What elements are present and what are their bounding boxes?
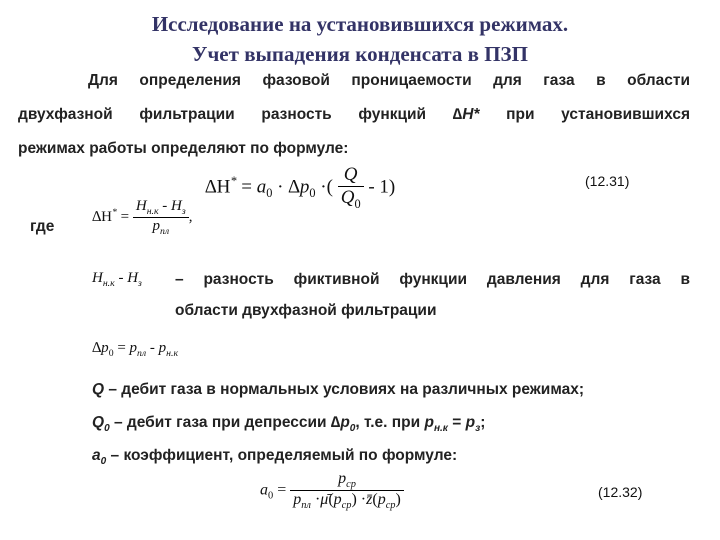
hstar-symbol: H* <box>462 106 480 123</box>
intro-line-2 <box>18 106 690 124</box>
def-q0-p2: p <box>424 414 434 431</box>
f2-lp2: ( <box>372 491 378 509</box>
def-q-text: – дебит газа в нормальных условиях на различных режимах; <box>108 381 584 398</box>
difference-symbol <box>92 270 142 289</box>
dp-formula <box>92 340 178 359</box>
w-frac-num <box>133 198 189 217</box>
intro-line-3: режимах работы определяют по формуле: <box>18 140 349 157</box>
dp-sub2: н.к <box>166 348 179 359</box>
dp-minus: - <box>149 340 155 356</box>
difference-text-2: области двухфазной фильтрации <box>175 302 437 319</box>
def-q0-end: ; <box>480 414 486 431</box>
w-sub2: з <box>181 206 186 217</box>
def-q0-p3sub: з <box>475 423 481 435</box>
f2-eq: = <box>277 481 287 499</box>
dp-lhs: ∆p <box>92 340 109 356</box>
f2-dot1: · <box>314 491 321 509</box>
def-q0-psub: 0 <box>349 423 356 435</box>
dp-sub: 0 <box>108 348 114 359</box>
w-frac-den <box>133 217 189 237</box>
intro-delta-hstar <box>453 106 480 123</box>
w-sub1: н.к <box>146 206 159 217</box>
w-h2: H <box>171 198 182 214</box>
f1-den-q: Q <box>340 187 355 208</box>
def-q0-text2: , т.е. при <box>355 414 421 431</box>
d-h1: H <box>92 270 103 286</box>
f2-frac-den <box>290 490 404 511</box>
equation-number-12-32: (12.32) <box>598 484 643 500</box>
dp-sub1: пл <box>137 348 147 359</box>
f2-arg-p2: p <box>377 491 386 509</box>
intro-line-1: Для определения фазовой проницаемости для газа в области <box>88 72 690 89</box>
f2-den-p: p <box>293 491 302 509</box>
w-comma: , <box>188 208 193 225</box>
dp-p2: p <box>158 340 167 356</box>
f2-lhs-sub: 0 <box>268 490 274 502</box>
f2-fraction <box>290 470 404 511</box>
where-label: где <box>30 218 55 235</box>
formula-12-32 <box>260 470 404 511</box>
f1-dp-sub: 0 <box>309 186 316 201</box>
f1-a: a <box>256 176 267 198</box>
dp-p1: p <box>129 340 138 356</box>
f2-arg-p1: p <box>333 491 342 509</box>
dp-eq: = <box>117 340 126 356</box>
d-minus: - <box>118 270 124 286</box>
d-sub1: н.к <box>102 278 115 289</box>
intro-line-2a: двухфазной фильтрации разность функций <box>18 106 427 123</box>
title-line-1: Исследование на установившихся режимах. <box>151 12 569 36</box>
def-q0-text1: – дебит газа при депрессии <box>113 414 327 431</box>
def-q-symbol: Q <box>92 381 105 398</box>
where-formula <box>92 198 192 237</box>
def-q0-p2sub: н.к <box>433 423 448 435</box>
w-fraction <box>133 198 189 237</box>
w-p: p <box>152 218 160 234</box>
f2-lhs: a <box>260 481 268 499</box>
f2-num-sub: ср <box>346 479 356 491</box>
f2-rp1: ) <box>351 491 357 509</box>
def-q0-eq: = <box>452 414 462 431</box>
w-star: * <box>112 206 117 218</box>
f1-dot-2: · <box>320 176 327 198</box>
f2-arg-sub2: ср <box>385 500 396 512</box>
def-a0-text: – коэффициент, определяемый по формуле: <box>110 447 458 464</box>
equation-number-12-31: (12.31) <box>585 173 630 189</box>
f2-num-p: p <box>338 470 347 487</box>
def-q0-p3: p <box>465 414 476 431</box>
d-h2: H <box>127 270 139 286</box>
w-psub: пл <box>159 226 170 237</box>
f1-frac-den <box>338 186 364 212</box>
f1-minus-one: - 1) <box>368 176 396 198</box>
def-a0-symbol: a <box>92 447 101 464</box>
formula-12-31 <box>205 164 395 212</box>
def-q0 <box>92 414 485 434</box>
def-q0-p: p <box>340 414 350 431</box>
def-q0-delta: ∆ <box>330 414 341 431</box>
w-lhs: ∆H <box>92 208 113 225</box>
f1-a-sub: 0 <box>266 186 273 201</box>
delta-symbol: ∆ <box>452 106 463 123</box>
f2-arg-sub1: ср <box>341 500 352 512</box>
f2-den-sub: пл <box>301 500 311 512</box>
def-q <box>92 381 584 399</box>
def-q0-symbol: Q <box>92 414 105 431</box>
w-h1: H <box>135 198 147 214</box>
f1-frac-num: Q <box>343 164 358 185</box>
title-line-2: Учет выпадения конденсата в ПЗП <box>192 42 528 66</box>
def-q0-sub: 0 <box>104 423 110 435</box>
f2-frac-num <box>290 470 404 490</box>
f1-eq: = <box>241 176 252 198</box>
f1-dot: · <box>277 176 284 198</box>
f1-paren: ( <box>326 176 333 198</box>
f1-fraction <box>338 164 364 212</box>
f2-mu: μ̄ <box>320 491 329 509</box>
difference-text-1: – разность фиктивной функции давления для газа в <box>175 271 690 288</box>
w-minus: - <box>162 198 168 214</box>
def-a0 <box>92 447 457 467</box>
f1-lhs: ∆H <box>205 176 231 198</box>
f1-star: * <box>230 173 237 188</box>
f1-den-sub: 0 <box>354 196 361 211</box>
def-a0-sub: 0 <box>100 456 107 468</box>
f1-dp: ∆p <box>288 176 310 198</box>
f2-rp2: ) <box>395 491 401 509</box>
intro-line-2b: при установившихся <box>506 106 690 123</box>
f2-dot2: · <box>360 491 367 509</box>
w-eq: = <box>120 208 130 225</box>
f2-z: z̄ <box>366 491 373 509</box>
f2-lp1: ( <box>328 491 334 509</box>
d-sub2: з <box>138 278 142 289</box>
